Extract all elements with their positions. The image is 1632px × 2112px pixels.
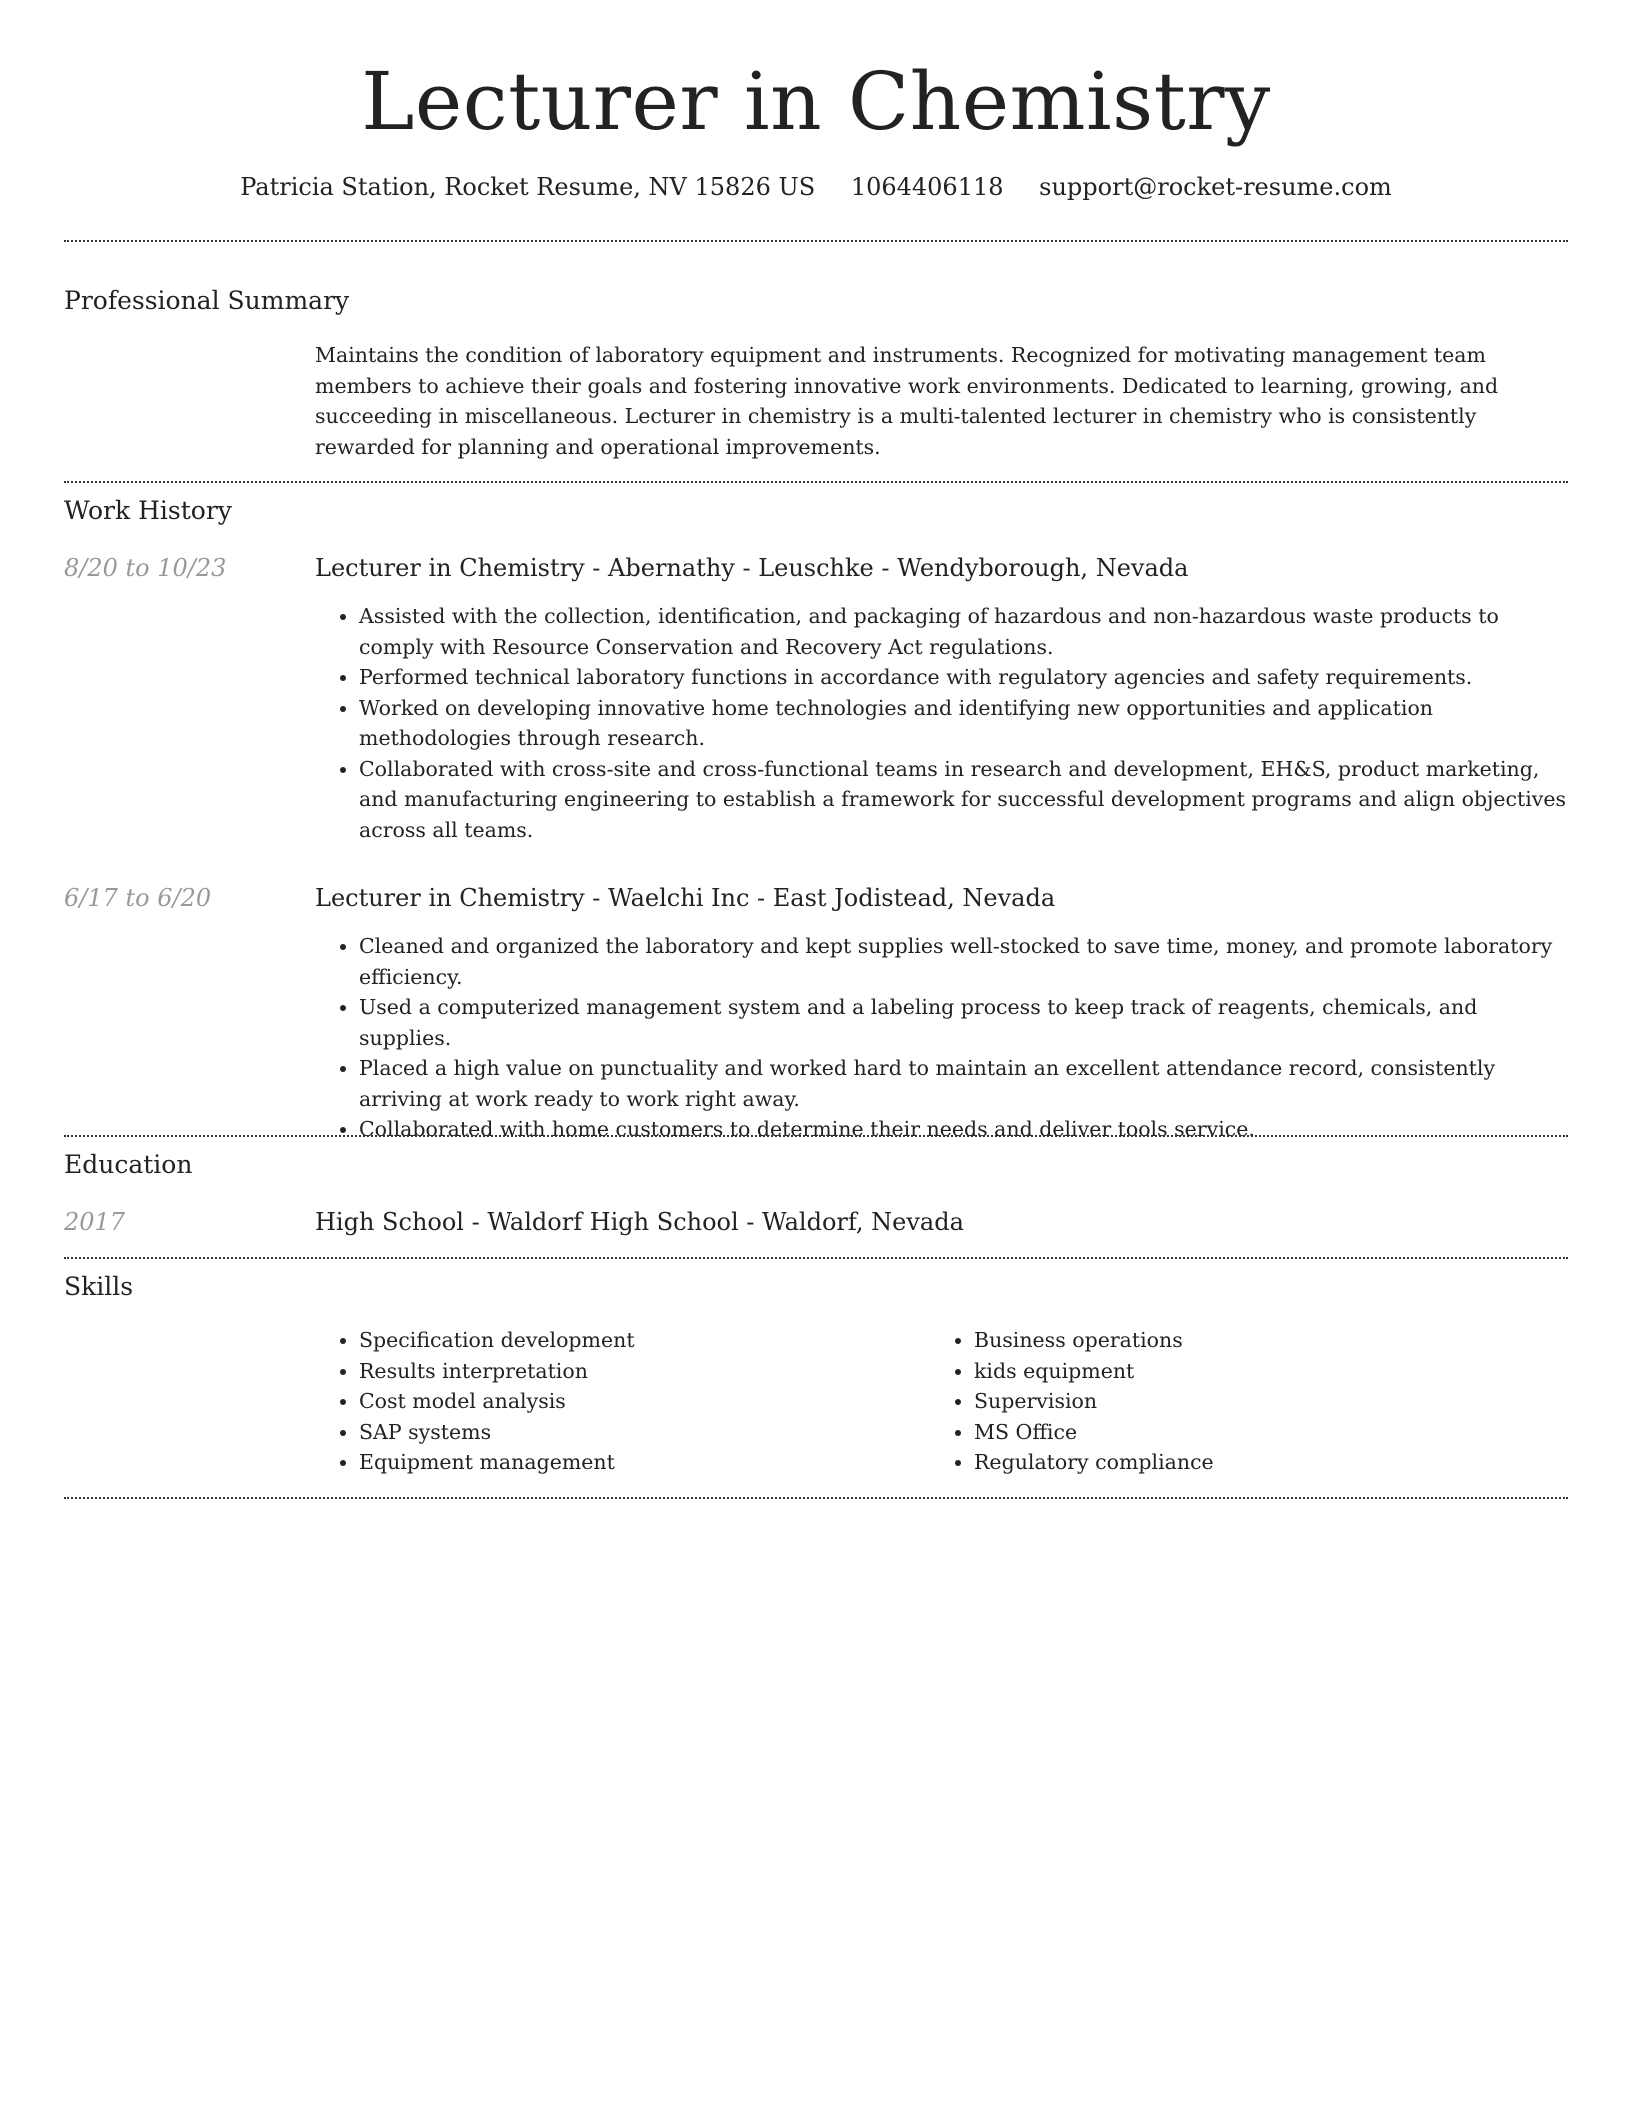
summary-heading: Professional Summary	[64, 286, 350, 315]
list-item: • Results interpretation	[359, 1356, 915, 1387]
list-item: • Used a computerized management system and a labeling process to keep track of reagents, chemicals, and supplies.	[359, 992, 1568, 1053]
list-item: • kids equipment	[974, 1356, 1530, 1387]
resume-title: Lecturer in Chemistry	[361, 55, 1271, 148]
contact-email: support@rocket-resume.com	[1039, 173, 1392, 201]
list-item: • Equipment management	[359, 1447, 915, 1478]
job-bullets	[315, 931, 1568, 1145]
list-item: • Cleaned and organized the laboratory and kept supplies well-stocked to save time, money, and promote laboratory efficiency.	[359, 931, 1568, 992]
list-item: • Specification development	[359, 1325, 915, 1356]
education-heading: Education	[64, 1150, 193, 1179]
list-item: • Collaborated with cross-site and cross-functional teams in research and development, EH&S, product marketing, and manufacturing engineering to establish a framework for successful development programs and align objectives across all teams.	[359, 754, 1568, 846]
education-title: High School - Waldorf High School - Waldorf, Nevada	[315, 1208, 964, 1236]
list-item: • Collaborated with home customers to determine their needs and deliver tools service.	[359, 1114, 1568, 1145]
list-item: • Assisted with the collection, identification, and packaging of hazardous and non-hazardous waste products to comply with Resource Conservation and Recovery Act regulations.	[359, 601, 1568, 662]
list-item: • Business operations	[974, 1325, 1530, 1356]
divider	[64, 240, 1568, 242]
list-item: • Cost model analysis	[359, 1386, 915, 1417]
divider	[64, 481, 1568, 483]
education-year: 2017	[64, 1208, 126, 1236]
skills-heading: Skills	[64, 1272, 134, 1301]
divider	[64, 1257, 1568, 1259]
list-item: • SAP systems	[359, 1417, 915, 1448]
job-bullets	[315, 601, 1568, 845]
skills-list-right	[930, 1325, 1530, 1478]
divider	[64, 1497, 1568, 1499]
list-item: • Placed a high value on punctuality and worked hard to maintain an excellent attendance record, consistently arriving at work ready to work right away.	[359, 1053, 1568, 1114]
divider	[64, 1135, 1568, 1137]
job-dates: 8/20 to 10/23	[64, 554, 227, 582]
job-title: Lecturer in Chemistry - Waelchi Inc - East Jodistead, Nevada	[315, 884, 1056, 912]
skills-list-left	[315, 1325, 915, 1478]
list-item: • Supervision	[974, 1386, 1530, 1417]
summary-text: Maintains the condition of laboratory equipment and instruments. Recognized for motivating management team members to achieve their goals and fostering innovative work environments. Dedicated to learning, growing, and succeeding in miscellaneous. Lecturer in chemistry is a multi-talented lecturer in chemistry who is consistently rewarded for planning and operational improvements.	[315, 343, 1499, 459]
list-item: • Worked on developing innovative home technologies and identifying new opportunities and application methodologies through research.	[359, 693, 1568, 754]
list-item: • MS Office	[974, 1417, 1530, 1448]
work-history-heading: Work History	[64, 496, 232, 525]
list-item: • Performed technical laboratory functions in accordance with regulatory agencies and safety requirements.	[359, 662, 1568, 693]
contact-line	[64, 170, 1568, 204]
job-dates: 6/17 to 6/20	[64, 884, 212, 912]
contact-phone: 1064406118	[850, 173, 1004, 201]
list-item: • Regulatory compliance	[974, 1447, 1530, 1478]
job-title: Lecturer in Chemistry - Abernathy - Leuschke - Wendyborough, Nevada	[315, 554, 1189, 582]
contact-address: Patricia Station, Rocket Resume, NV 15826 US	[240, 173, 816, 201]
